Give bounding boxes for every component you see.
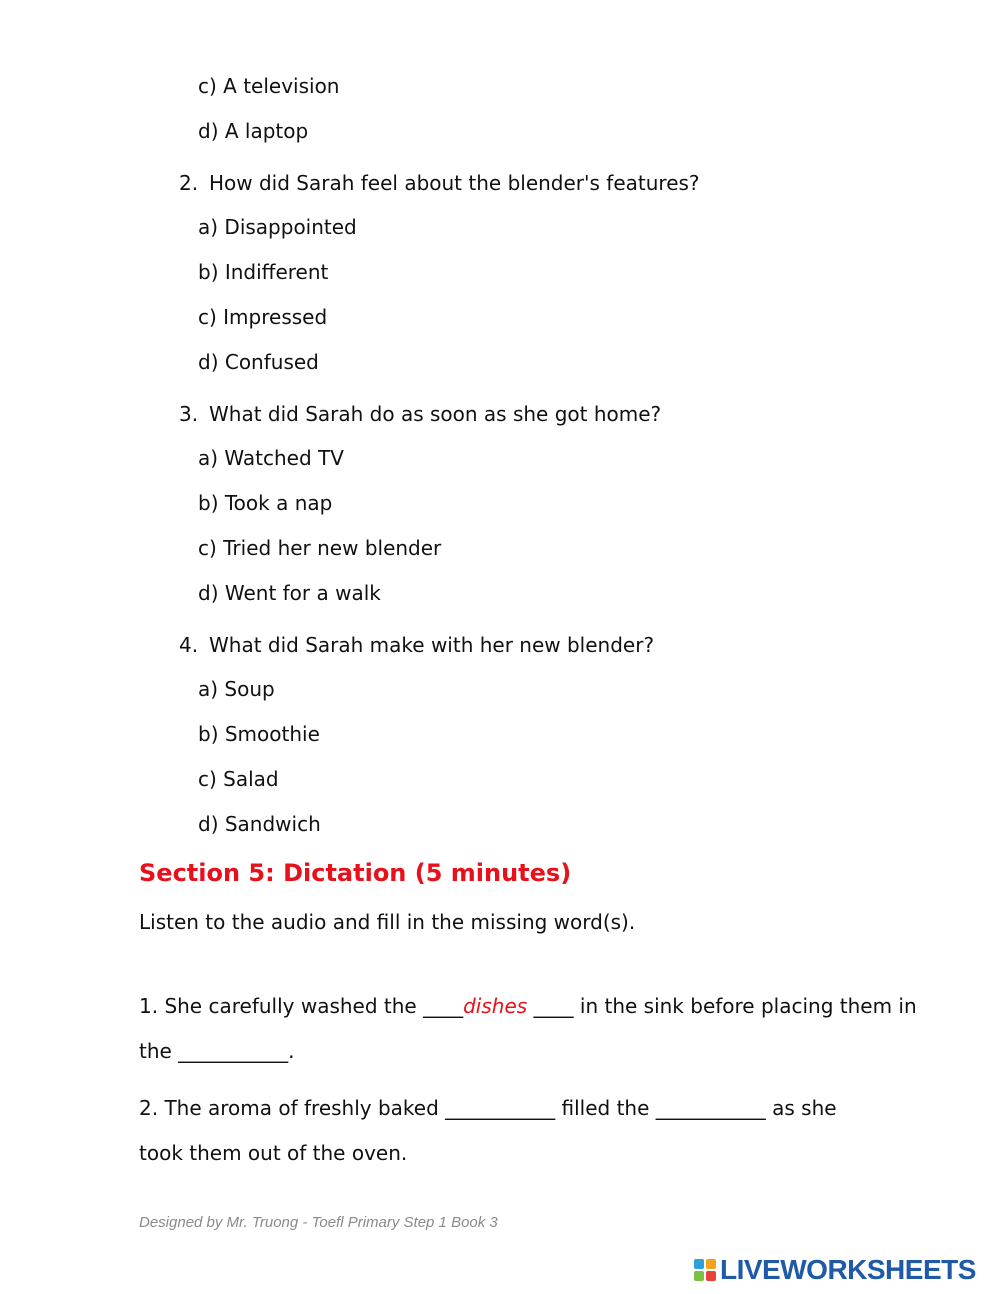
q4-option-c: c) Salad [198,767,279,791]
q3-option-a: a) Watched TV [198,446,344,470]
q3-option-b: b) Took a nap [198,491,333,515]
q2-option-c: c) Impressed [198,305,328,329]
footer-credit: Designed by Mr. Truong - Toefl Primary Step 1 Book 3 [139,1214,498,1231]
q1-option-c: c) A television [198,74,340,98]
dictation-1-line-2[interactable]: the ___________. [139,1039,295,1063]
question-3-text: What did Sarah do as soon as she got home? [209,402,662,426]
q2-option-a: a) Disappointed [198,215,357,239]
logo-text: LIVEWORKSHEETS [720,1254,976,1285]
question-4-text: What did Sarah make with her new blender? [209,633,655,657]
logo-square-2 [706,1259,716,1269]
question-3 [179,402,661,426]
logo-square-4 [706,1271,716,1281]
question-2-number: 2. [179,171,199,195]
question-2 [179,171,700,195]
question-3-number: 3. [179,402,199,426]
q3-option-d: d) Went for a walk [198,581,381,605]
section-5-title: Section 5: Dictation (5 minutes) [139,859,572,887]
dictation-1-answer-input[interactable]: dishes [463,994,528,1018]
logo-mark-icon [694,1259,716,1281]
question-4 [179,633,654,657]
logo-square-3 [694,1271,704,1281]
q4-option-b: b) Smoothie [198,722,320,746]
dictation-2-line-1[interactable]: 2. The aroma of freshly baked ___________ filled the ___________ as she [139,1096,837,1120]
dictation-1-part-1: 1. She carefully washed the ____ [139,994,464,1018]
q4-option-a: a) Soup [198,677,275,701]
question-4-number: 4. [179,633,199,657]
dictation-1-part-2: ____ in the sink before placing them in [527,994,917,1018]
q2-option-b: b) Indifferent [198,260,329,284]
q3-option-c: c) Tried her new blender [198,536,442,560]
q2-option-d: d) Confused [198,350,319,374]
section-5-instruction: Listen to the audio and fill in the missing word(s). [139,910,636,934]
q4-option-d: d) Sandwich [198,812,321,836]
logo-square-1 [694,1259,704,1269]
dictation-sentence-1 [139,994,917,1018]
q1-option-d: d) A laptop [198,119,309,143]
liveworksheets-logo [694,1255,976,1285]
question-2-text: How did Sarah feel about the blender's features? [209,171,700,195]
dictation-2-line-2: took them out of the oven. [139,1141,408,1165]
